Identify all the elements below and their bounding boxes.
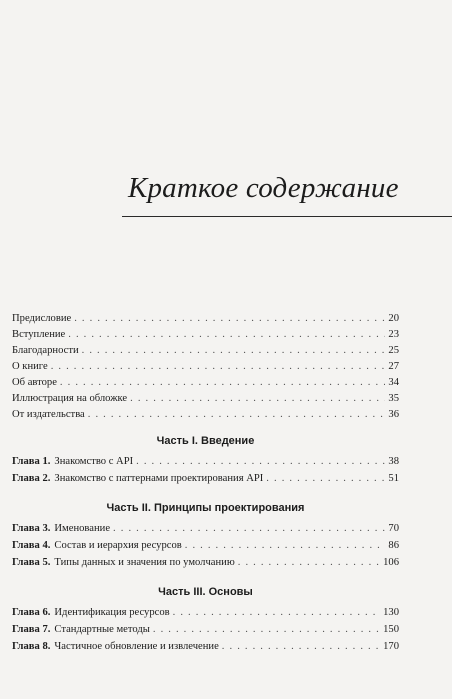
chapter-entry[interactable] — [12, 621, 399, 638]
chapter-entry[interactable] — [12, 537, 399, 554]
toc-page-number: 25 — [388, 345, 399, 356]
toc-entry[interactable] — [12, 407, 399, 423]
chapter-label-group — [12, 520, 110, 537]
toc-page-number: 35 — [388, 393, 399, 404]
dot-leader — [68, 327, 385, 343]
toc-page-number: 34 — [388, 377, 399, 388]
toc-entry-label: Предисловие — [12, 313, 72, 324]
chapter-entry[interactable] — [12, 453, 399, 470]
toc-entry[interactable] — [12, 311, 399, 327]
toc-entry-label: Благодарности — [12, 345, 79, 356]
chapter-number: Глава 4. — [12, 540, 51, 551]
toc-page-number: 20 — [388, 313, 399, 324]
toc-page-number: 86 — [388, 540, 399, 551]
chapter-label-group — [12, 638, 219, 655]
dot-leader — [238, 554, 380, 571]
chapter-title: Знакомство с API — [54, 456, 134, 467]
chapter-number: Глава 5. — [12, 557, 51, 568]
toc-entry-label: Об авторе — [12, 377, 57, 388]
toc-entry-label: От издательства — [12, 409, 85, 420]
chapter-number: Глава 6. — [12, 607, 51, 618]
chapter-label-group — [12, 453, 133, 470]
toc-page-number: 150 — [383, 624, 399, 635]
chapter-title: Состав и иерархия ресурсов — [54, 540, 182, 551]
chapter-label-group — [12, 470, 263, 487]
dot-leader — [113, 520, 385, 537]
toc-page-number: 51 — [388, 473, 399, 484]
toc-page-number: 130 — [383, 607, 399, 618]
part-section — [12, 432, 399, 487]
toc-entry[interactable] — [12, 391, 399, 407]
chapter-title: Именование — [54, 523, 111, 534]
toc-page-number: 23 — [388, 329, 399, 340]
chapter-title: Частичное обновление и извлечение — [54, 641, 219, 652]
chapter-title: Знакомство с паттернами проектирования API — [54, 473, 264, 484]
toc-entry[interactable] — [12, 359, 399, 375]
toc-entry-label: О книге — [12, 361, 48, 372]
toc-entry[interactable] — [12, 327, 399, 343]
part-section — [12, 583, 399, 655]
title-rule — [122, 216, 452, 217]
dot-leader — [222, 638, 380, 655]
toc-entry-label: Вступление — [12, 329, 66, 340]
page-title: Краткое содержание — [128, 172, 399, 204]
dot-leader — [74, 311, 385, 327]
chapter-title: Идентификация ресурсов — [54, 607, 170, 618]
chapter-entry[interactable] — [12, 604, 399, 621]
chapter-entry[interactable] — [12, 554, 399, 571]
chapter-label-group — [12, 537, 182, 554]
chapter-label-group — [12, 604, 170, 621]
chapter-number: Глава 8. — [12, 641, 51, 652]
part-section — [12, 499, 399, 571]
toc-entry[interactable] — [12, 375, 399, 391]
dot-leader — [130, 391, 385, 407]
part-title: Часть I. Введение — [156, 435, 255, 447]
chapter-entry[interactable] — [12, 638, 399, 655]
dot-leader — [51, 359, 386, 375]
toc-page-number: 36 — [388, 409, 399, 420]
dot-leader — [88, 407, 386, 423]
toc-entry[interactable] — [12, 343, 399, 359]
part-title: Часть III. Основы — [158, 586, 253, 598]
chapter-number: Глава 3. — [12, 523, 51, 534]
chapter-label-group — [12, 621, 150, 638]
dot-leader — [153, 621, 380, 638]
chapter-number: Глава 2. — [12, 473, 51, 484]
chapter-number: Глава 1. — [12, 456, 51, 467]
toc-page-number: 170 — [383, 641, 399, 652]
chapter-title: Типы данных и значения по умолчанию — [54, 557, 235, 568]
dot-leader — [82, 343, 386, 359]
toc-page-number: 27 — [388, 361, 399, 372]
dot-leader — [60, 375, 385, 391]
chapter-label-group — [12, 554, 235, 571]
part-title: Часть II. Принципы проектирования — [106, 502, 305, 514]
dot-leader — [173, 604, 380, 621]
chapter-title: Стандартные методы — [54, 624, 150, 635]
toc-page-number: 106 — [383, 557, 399, 568]
dot-leader — [266, 470, 385, 487]
dot-leader — [136, 453, 385, 470]
chapter-number: Глава 7. — [12, 624, 51, 635]
toc-page-number: 70 — [388, 523, 399, 534]
toc-page-number: 38 — [388, 456, 399, 467]
front-matter-list — [12, 311, 399, 423]
chapter-entry[interactable] — [12, 520, 399, 537]
dot-leader — [185, 537, 386, 554]
chapter-entry[interactable] — [12, 470, 399, 487]
toc-entry-label: Иллюстрация на обложке — [12, 393, 128, 404]
